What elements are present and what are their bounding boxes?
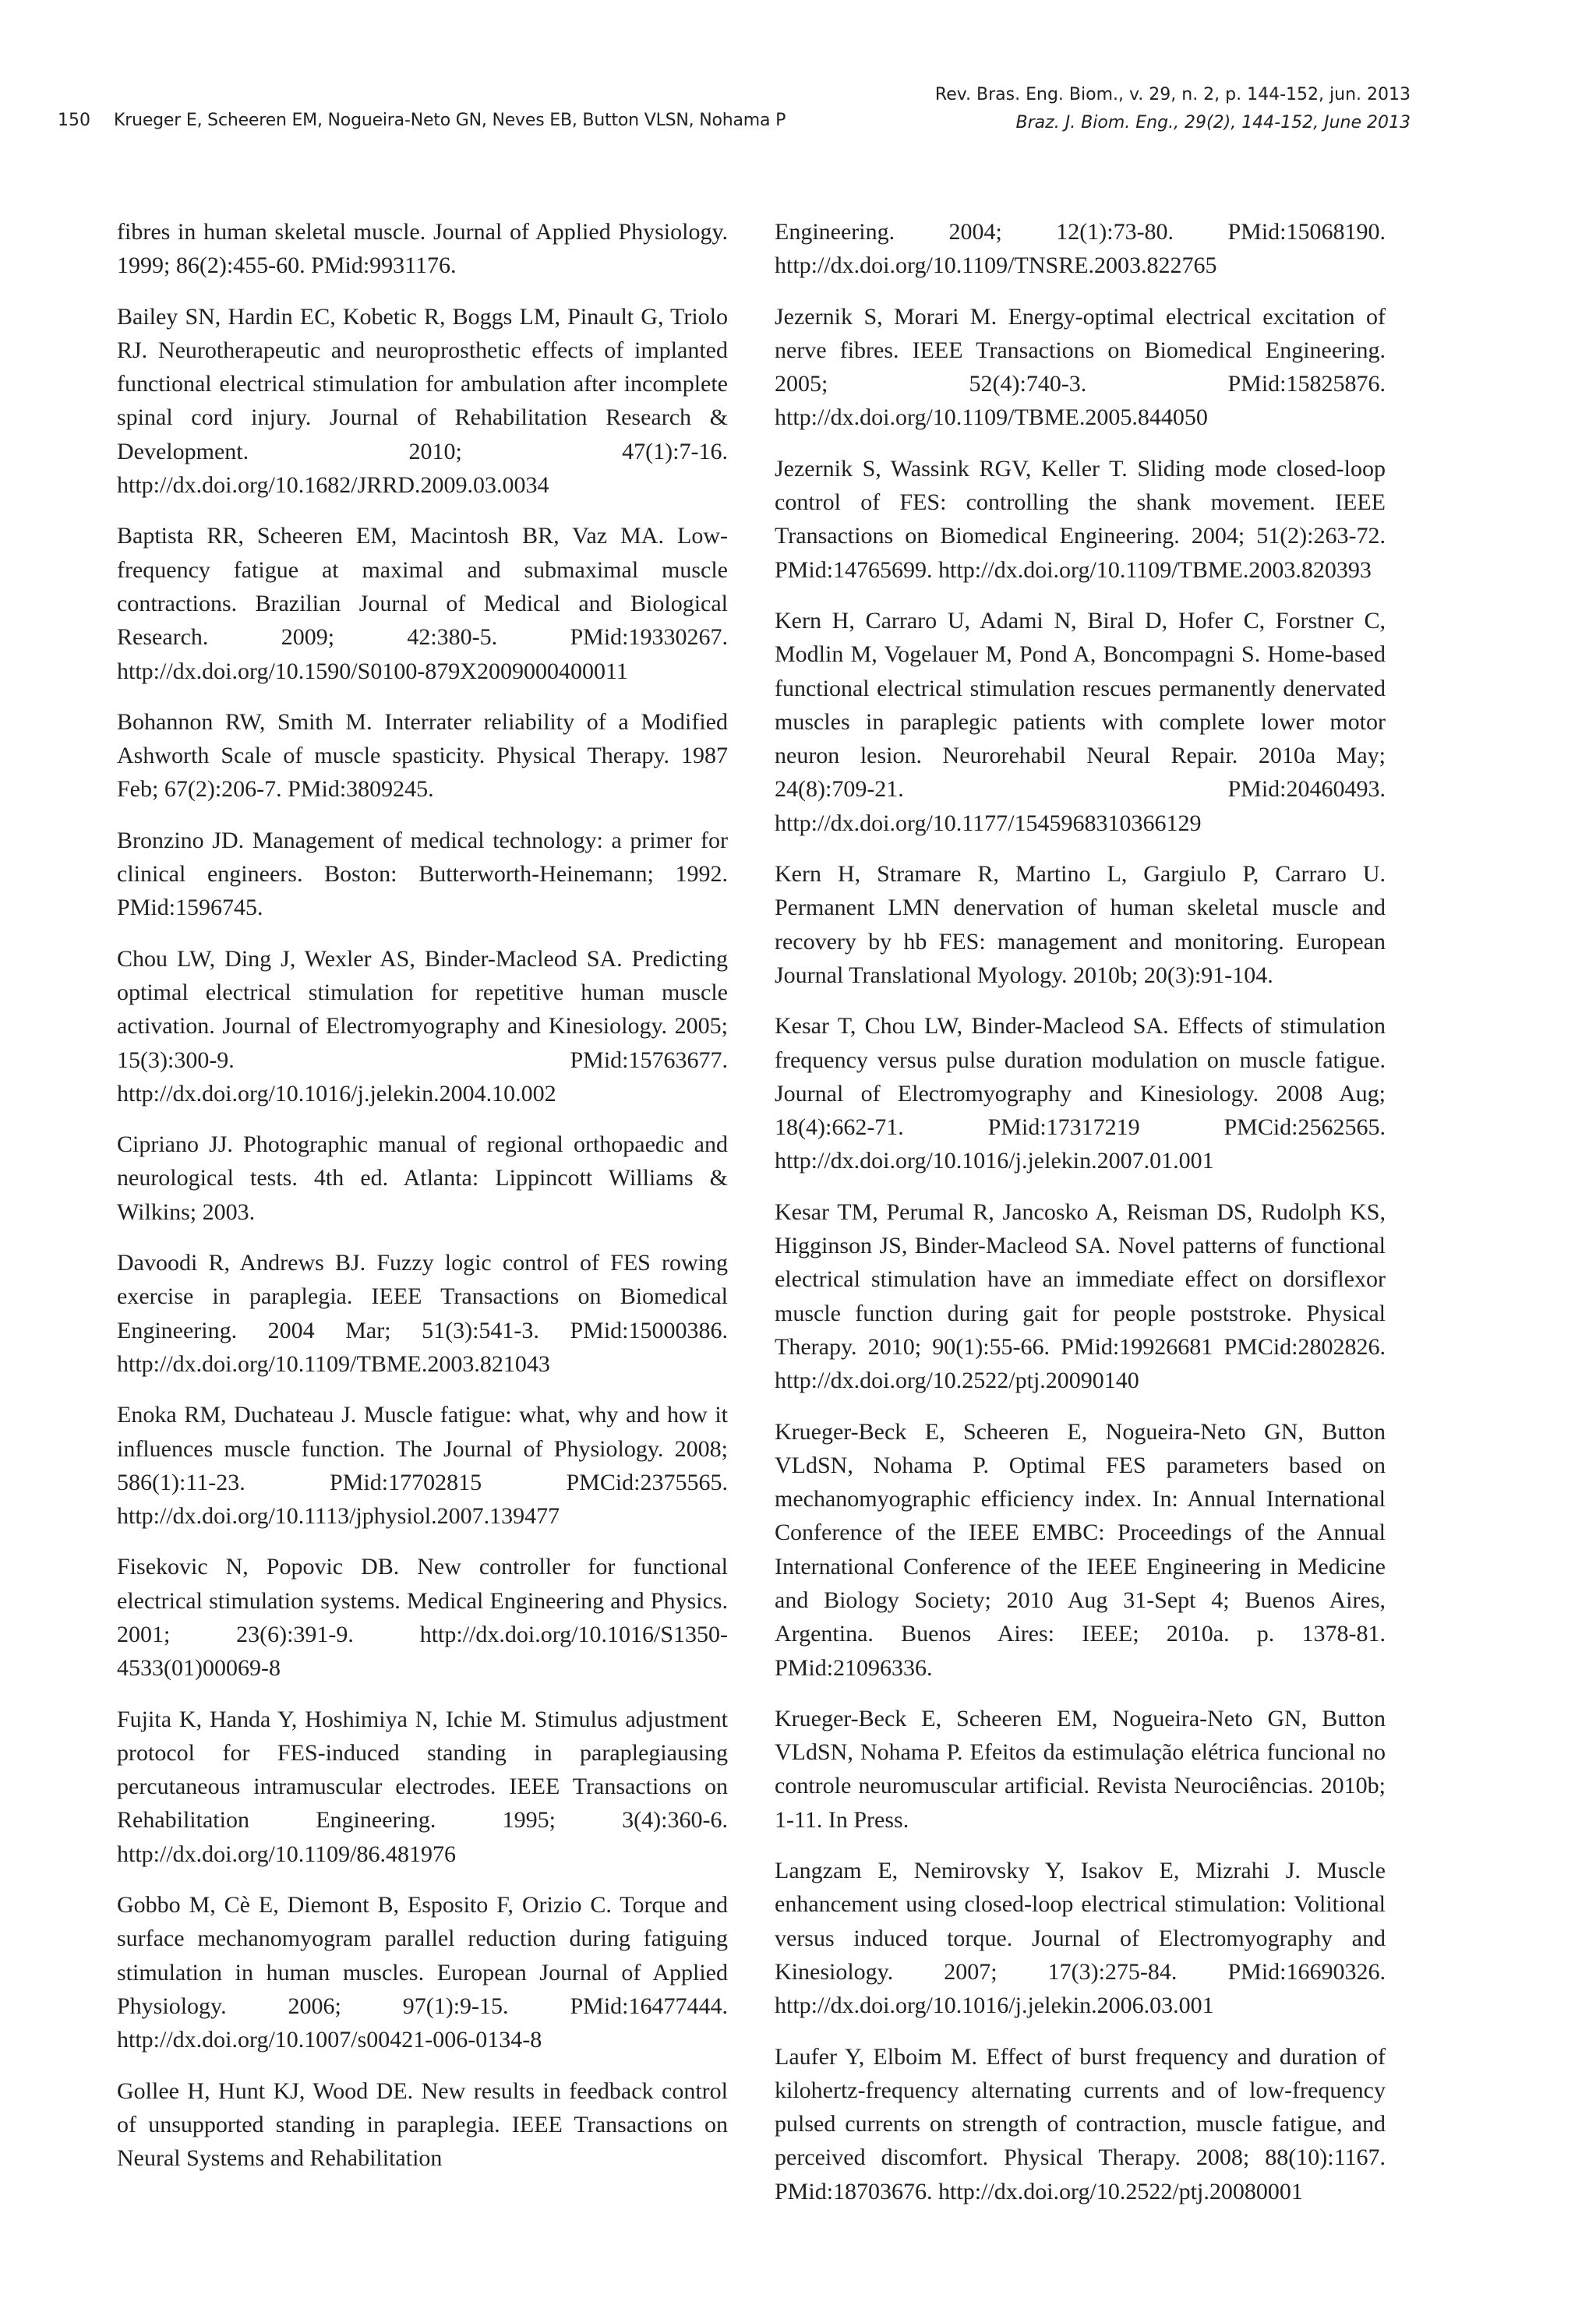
reference-entry: Krueger-Beck E, Scheeren E, Nogueira-Neto GN, Button VLdSN, Nohama P. Optimal FES parameters based on mechanomyographic efficiency index. In: Annual International Conference of the IEEE EMBC: Proceedings of the Annual International Conference of the IEEE Engineering in Medicine and Biology Society; 2010 Aug 31-Sept 4; Buenos Aires, Argentina. Buenos Aires: IEEE; 2010a. p. 1378-81. PMid:21096336. xyxy=(775,1418,1386,1681)
reference-entry: Fisekovic N, Popovic DB. New controller for functional electrical stimulation systems. Medical Engineering and Physics. 2001; 23(6):391-9. http://dx.doi.org/10.1016/S1350-4533(01)00069-8 xyxy=(117,1554,728,1682)
reference-entry: Gollee H, Hunt KJ, Wood DE. New results in feedback control of unsupported standing in paraplegia. IEEE Transactions on Neural Systems and Rehabilitation xyxy=(117,2077,728,2172)
citation-english: Braz. J. Biom. Eng., 29(2), 144-152, June 2013 xyxy=(1015,113,1411,132)
reference-entry: Fujita K, Handa Y, Hoshimiya N, Ichie M. Stimulus adjustment protocol for FES-induced standing in paraplegiausing percutaneous intramuscular electrodes. IEEE Transactions on Rehabilitation Engineering. 1995; 3(4):360-6. http://dx.doi.org/10.1109/86.481976 xyxy=(117,1706,728,1867)
reference-entry: Cipriano JJ. Photographic manual of regional orthopaedic and neurological tests. 4th ed. Atlanta: Lippincott Williams & Wilkins; 2003. xyxy=(117,1131,728,1225)
reference-entry: Chou LW, Ding J, Wexler AS, Binder-Macleod SA. Predicting optimal electrical stimulation for repetitive human muscle activation. Journal of Electromyography and Kinesiology. 2005; 15(3):300-9. PMid:15763677. http://dx.doi.org/10.1016/j.jelekin.2004.10.002 xyxy=(117,945,728,1107)
reference-entry: Engineering. 2004; 12(1):73-80. PMid:15068190. http://dx.doi.org/10.1109/TNSRE.2003.822765 xyxy=(775,219,1386,279)
reference-column-left xyxy=(117,215,728,2175)
reference-entry: Kern H, Carraro U, Adami N, Biral D, Hofer C, Forstner C, Modlin M, Vogelauer M, Pond A, Boncompagni S. Home-based functional electrical stimulation rescues permanently denervated muscles in paraplegic patients with complete lower motor neuron lesion. Neurorehabil Neural Repair. 2010a May; 24(8):709-21. PMid:20460493. http://dx.doi.org/10.1177/1545968310366129 xyxy=(775,607,1386,836)
reference-entry: Laufer Y, Elboim M. Effect of burst frequency and duration of kilohertz-frequency alternating currents and of low-frequency pulsed currents on strength of contraction, muscle fatigue, and perceived discomfort. Physical Therapy. 2008; 88(10):1167. PMid:18703676. http://dx.doi.org/10.2522/ptj.20080001 xyxy=(775,2043,1386,2204)
reference-entry: Bailey SN, Hardin EC, Kobetic R, Boggs LM, Pinault G, Triolo RJ. Neurotherapeutic and neuroprosthetic effects of implanted functional electrical stimulation for ambulation after incomplete spinal cord injury. Journal of Rehabilitation Research & Development. 2010; 47(1):7-16. http://dx.doi.org/10.1682/JRRD.2009.03.0034 xyxy=(117,303,728,499)
page-number: 150 xyxy=(58,111,90,130)
reference-entry: Enoka RM, Duchateau J. Muscle fatigue: what, why and how it influences muscle function. The Journal of Physiology. 2008; 586(1):11-23. PMid:17702815 PMCid:2375565. http://dx.doi.org/10.1113/jphysiol.2007.139477 xyxy=(117,1402,728,1530)
reference-entry: Bronzino JD. Management of medical technology: a primer for clinical engineers. Boston: Butterworth-Heinemann; 1992. PMid:1596745. xyxy=(117,827,728,921)
reference-column-right xyxy=(775,215,1386,2208)
reference-entry: Davoodi R, Andrews BJ. Fuzzy logic control of FES rowing exercise in paraplegia. IEEE Transactions on Biomedical Engineering. 2004 Mar; 51(3):541-3. PMid:15000386. http://dx.doi.org/10.1109/TBME.2003.821043 xyxy=(117,1250,728,1377)
running-head xyxy=(58,81,1411,143)
reference-entry: Gobbo M, Cè E, Diemont B, Esposito F, Orizio C. Torque and surface mechanomyogram parallel reduction during fatiguing stimulation in human muscles. European Journal of Applied Physiology. 2006; 97(1):9-15. PMid:16477444. http://dx.doi.org/10.1007/s00421-006-0134-8 xyxy=(117,1892,728,2053)
journal-citation xyxy=(935,81,1411,137)
reference-entry: Jezernik S, Morari M. Energy-optimal electrical excitation of nerve fibres. IEEE Transactions on Biomedical Engineering. 2005; 52(4):740-3. PMid:15825876. http://dx.doi.org/10.1109/TBME.2005.844050 xyxy=(775,303,1386,431)
reference-entry: Krueger-Beck E, Scheeren EM, Nogueira-Neto GN, Button VLdSN, Nohama P. Efeitos da estimulação elétrica funcional no controle neuromuscular artificial. Revista Neurociências. 2010b; 1-11. In Press. xyxy=(775,1705,1386,1833)
reference-entry: Langzam E, Nemirovsky Y, Isakov E, Mizrahi J. Muscle enhancement using closed-loop electrical stimulation: Volitional versus induced torque. Journal of Electromyography and Kinesiology. 2007; 17(3):275-84. PMid:16690326. http://dx.doi.org/10.1016/j.jelekin.2006.03.001 xyxy=(775,1858,1386,2019)
running-head-authors: Krueger E, Scheeren EM, Nogueira-Neto GN, Neves EB, Button VLSN, Nohama P xyxy=(114,111,786,130)
reference-entry: fibres in human skeletal muscle. Journal of Applied Physiology. 1999; 86(2):455-60. PMid:9931176. xyxy=(117,219,728,279)
reference-entry: Baptista RR, Scheeren EM, Macintosh BR, Vaz MA. Low-frequency fatigue at maximal and submaximal muscle contractions. Brazilian Journal of Medical and Biological Research. 2009; 42:380-5. PMid:19330267. http://dx.doi.org/10.1590/S0100-879X2009000400011 xyxy=(117,523,728,684)
reference-entry: Kern H, Stramare R, Martino L, Gargiulo P, Carraro U. Permanent LMN denervation of human skeletal muscle and recovery by hb FES: management and monitoring. European Journal Translational Myology. 2010b; 20(3):91-104. xyxy=(775,861,1386,988)
reference-entry: Bohannon RW, Smith M. Interrater reliability of a Modified Ashworth Scale of muscle spasticity. Physical Therapy. 1987 Feb; 67(2):206-7. PMid:3809245. xyxy=(117,708,728,803)
reference-entry: Kesar TM, Perumal R, Jancosko A, Reisman DS, Rudolph KS, Higginson JS, Binder-Macleod SA. Novel patterns of functional electrical stimulation have an immediate effect on dorsiflexor muscle function during gait for people poststroke. Physical Therapy. 2010; 90(1):55-66. PMid:19926681 PMCid:2802826. http://dx.doi.org/10.2522/ptj.20090140 xyxy=(775,1198,1386,1394)
reference-entry: Jezernik S, Wassink RGV, Keller T. Sliding mode closed-loop control of FES: controlling the shank movement. IEEE Transactions on Biomedical Engineering. 2004; 51(2):263-72. PMid:14765699. http://dx.doi.org/10.1109/TBME.2003.820393 xyxy=(775,455,1386,583)
reference-entry: Kesar T, Chou LW, Binder-Macleod SA. Effects of stimulation frequency versus pulse duration modulation on muscle fatigue. Journal of Electromyography and Kinesiology. 2008 Aug; 18(4):662-71. PMid:17317219 PMCid:2562565. http://dx.doi.org/10.1016/j.jelekin.2007.01.001 xyxy=(775,1013,1386,1174)
citation-portuguese: Rev. Bras. Eng. Biom., v. 29, n. 2, p. 144-152, jun. 2013 xyxy=(934,85,1411,104)
